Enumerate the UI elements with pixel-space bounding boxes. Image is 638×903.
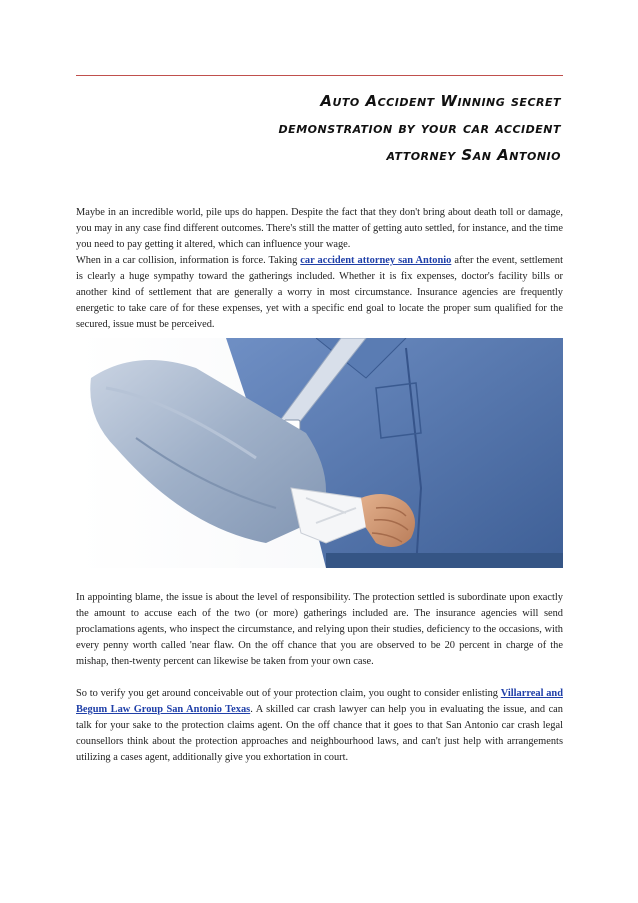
paragraph-3-text-b: . A skilled car crash lawyer can help you in evaluating the issue, and can talk for your sake to the protection claims agent. On the off chance that it goes to that San Antonio car crash legal counsellors think about the protection approaches and neighbourhood laws, and can't just help with arrangements utilizing a cases agent, additionally give you exhortation in court. xyxy=(76,704,563,763)
paragraph-1-text-c: after the event, settlement is clearly a huge sympathy toward the gatherings included. Whether it is fix expenses, doctor's facility bills or another kind of settlement that are generally a worry in most circumstance. Insurance agencies are frequently energetic to take care of for these expenses, yet with a specific end goal to locate the proper sum qualified for the secured, issue must be perceived. xyxy=(76,255,563,330)
arm-sling-photo xyxy=(76,338,563,568)
arm-sling-illustration xyxy=(76,338,563,568)
paragraph-1-text-a: Maybe in an incredible world, pile ups do happen. Despite the fact that they don't bring about death toll or damage, you may in any case find different outcomes. There's still the matter of getting auto settled, for instance, and the time you need to pay getting it altered, which can influence your wage. xyxy=(76,207,563,250)
paragraph-1-text-b: When in a car collision, information is force. Taking xyxy=(76,255,301,266)
paragraph-1 xyxy=(76,205,563,333)
paragraph-2: In appointing blame, the issue is about the level of responsibility. The protection settled is subordinate upon exactly the amount to accuse each of the two (or more) gatherings included are. The insurance agencies will send proclamations agents, who inspect the circumstance, and relying upon their studies, deficiency to the occasions, with every penny worth called 'near flaw. On the off chance that you are observed to be 20 percent in charge of the mishap, then-twenty percent can likewise be taken from your own case. xyxy=(76,592,563,667)
page-title xyxy=(61,88,561,169)
header-rule xyxy=(76,75,563,76)
title-line-1: Auto Accident Winning secret xyxy=(320,92,561,110)
link-villarreal-begum[interactable]: Villarreal and Begum Law Group San Antonio Texas xyxy=(76,688,563,715)
paragraph-3 xyxy=(76,686,563,766)
paragraph-3-text-a: So to verify you get around conceivable out of your protection claim, you ought to consider enlisting xyxy=(76,688,501,699)
title-line-2: demonstration by your car accident xyxy=(278,119,561,137)
link-car-accident-attorney[interactable]: car accident attorney san Antonio xyxy=(300,255,452,266)
title-line-3: attorney San Antonio xyxy=(386,146,561,164)
